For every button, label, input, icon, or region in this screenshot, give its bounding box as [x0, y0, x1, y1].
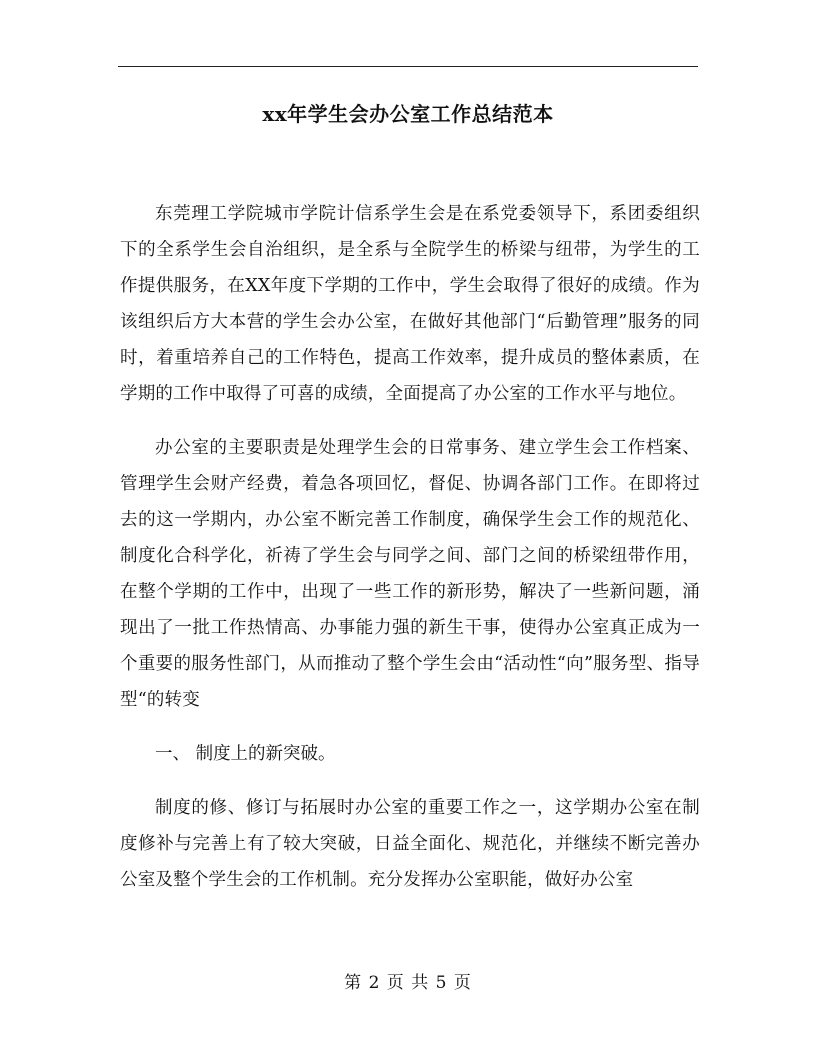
document-body	[120, 196, 700, 898]
page-footer: 第 2 页 共 5 页	[344, 973, 472, 993]
paragraph-section-one: 制度的修、修订与拓展时办公室的重要工作之一，这学期办公室在制度修补与完善上有了较大突破，日益全面化、规范化，并继续不断完善办公室及整个学生会的工作机制。充分发挥办公室职能，做好办公室	[120, 798, 700, 890]
paragraph-intro: 东莞理工学院城市学院计信系学生会是在系党委领导下，系团委组织下的全系学生会自治组织，是全系与全院学生的桥梁与纽带，为学生的工作提供服务，在XX年度下学期的工作中，学生会取得了很好的成绩。作为该组织后方大本营的学生会办公室，在做好其他部门“后勤管理”服务的同时，着重培养自己的工作特色，提高工作效率，提升成员的整体素质，在学期的工作中取得了可喜的成绩，全面提高了办公室的工作水平与地位。	[120, 204, 700, 404]
section-heading: 一、 制度上的新突破。	[155, 744, 336, 764]
header-rule	[118, 66, 698, 67]
document-title: xx年学生会办公室工作总结范本	[262, 102, 554, 126]
paragraph-duties: 办公室的主要职责是处理学生会的日常事务、建立学生会工作档案、管理学生会财产经费，着急各项回忆，督促、协调各部门工作。在即将过去的这一学期内，办公室不断完善工作制度，确保学生会工作的规范化、制度化合科学化，祈祷了学生会与同学之间、部门之间的桥梁纽带作用，在整个学期的工作中，出现了一些工作的新形势，解决了一些新问题，涌现出了一批工作热情高、办事能力强的新生干事，使得办公室真正成为一个重要的服务性部门，从而推动了整个学生会由“活动性“向”服务型、指导型“的转变	[120, 438, 700, 710]
